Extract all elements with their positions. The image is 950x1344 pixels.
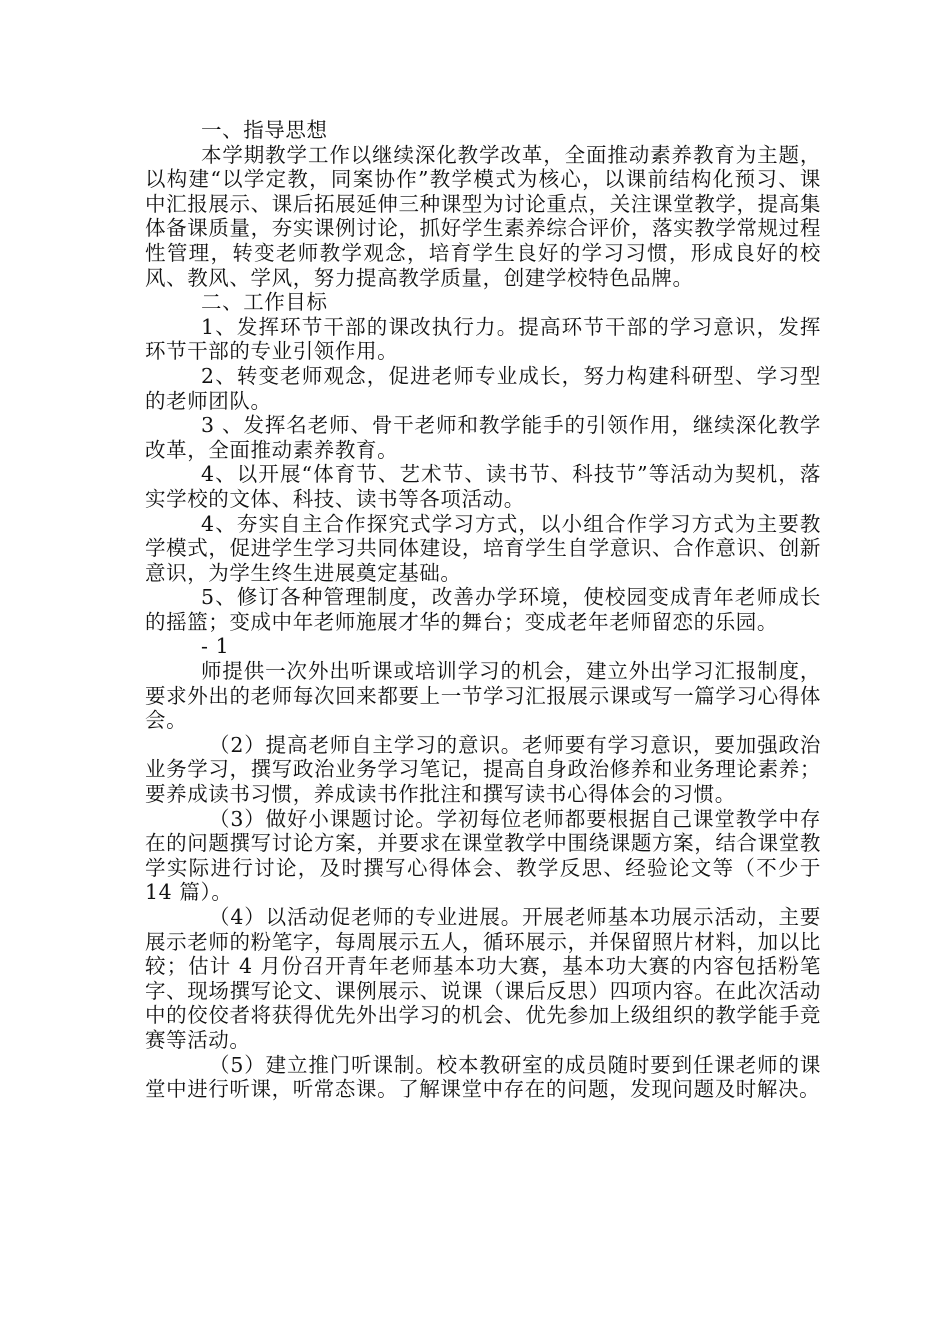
section-heading-guiding-thought: 一、指导思想: [201, 118, 328, 142]
measure-item: （2）提高老师自主学习的意识。老师要有学习意识，要加强政治业务学习，撰写政治业务学习笔记，提高自身政治修养和业务理论素养；要养成读书习惯，养成读书作批注和撰写读书心得体会的习惯。: [145, 732, 821, 807]
page-number: - 1: [201, 634, 230, 659]
goal-item: 1、发挥环节干部的课改执行力。提高环节干部的学习意识，发挥环节干部的专业引领作用。: [145, 314, 821, 364]
goal-item: 4、夯实自主合作探究式学习方式，以小组合作学习方式为主要教学模式，促进学生学习共同体建设，培育学生自学意识、合作意识、创新意识，为学生终生进展奠定基础。: [145, 511, 821, 585]
goal-item: 3 、发挥名老师、骨干老师和教学能手的引领作用，继续深化教学改革，全面推动素养教育。: [145, 413, 821, 462]
goal-item: 4、以开展“体育节、艺术节、读书节、科技节”等活动为契机，落实学校的文体、科技、读书等各项活动。: [145, 462, 821, 511]
measure-item: （3）做好小课题讨论。学初每位老师都要根据自己课堂教学中存在的问题撰写讨论方案，并要求在课堂教学中围绕课题方案，结合课堂教学实际进行讨论，及时撰写心得体会、教学反思、经验论文等（不少于 14 篇）。: [145, 806, 821, 905]
goal-item: 2、转变老师观念，促进老师专业成长，努力构建科研型、学习型的老师团队。: [145, 363, 821, 413]
section-heading-work-goals: 二、工作目标: [201, 290, 328, 315]
document-body: [145, 118, 821, 1102]
continuation-paragraph: 师提供一次外出听课或培训学习的机会，建立外出学习汇报制度，要求外出的老师每次回来都要上一节学习汇报展示课或写一篇学习心得体会。: [145, 659, 821, 733]
measure-item: （5）建立推门听课制。校本教研室的成员随时要到任课老师的课堂中进行听课，听常态课。了解课堂中存在的问题，发现问题及时解决。: [145, 1052, 821, 1102]
measure-item: （4）以活动促老师的专业进展。开展老师基本功展示活动，主要展示老师的粉笔字，每周展示五人，循环展示，并保留照片材料，加以比较；估计 4 月份召开青年老师基本功大赛，基本功大赛的内容包括粉笔字、现场撰写论文、课例展示、说课（课后反思）四项内容。在此次活动中的佼佼者将获得优先外出学习的机会、优先参加上级组织的教学能手竞赛等活动。: [145, 905, 821, 1052]
goal-item: 5、修订各种管理制度，改善办学环境，使校园变成青年老师成长的摇篮；变成中年老师施展才华的舞台；变成老年老师留恋的乐园。: [145, 585, 821, 634]
guiding-thought-paragraph: 本学期教学工作以继续深化教学改革，全面推动素养教育为主题，以构建“以学定教，同案协作”教学模式为核心，以课前结构化预习、课中汇报展示、课后拓展延伸三种课型为讨论重点，关注课堂教学，提高集体备课质量，夯实课例讨论，抓好学生素养综合评价，落实教学常规过程性管理，转变老师教学观念，培育学生良好的学习习惯，形成良好的校风、教风、学风，努力提高教学质量，创建学校特色品牌。: [145, 142, 821, 290]
